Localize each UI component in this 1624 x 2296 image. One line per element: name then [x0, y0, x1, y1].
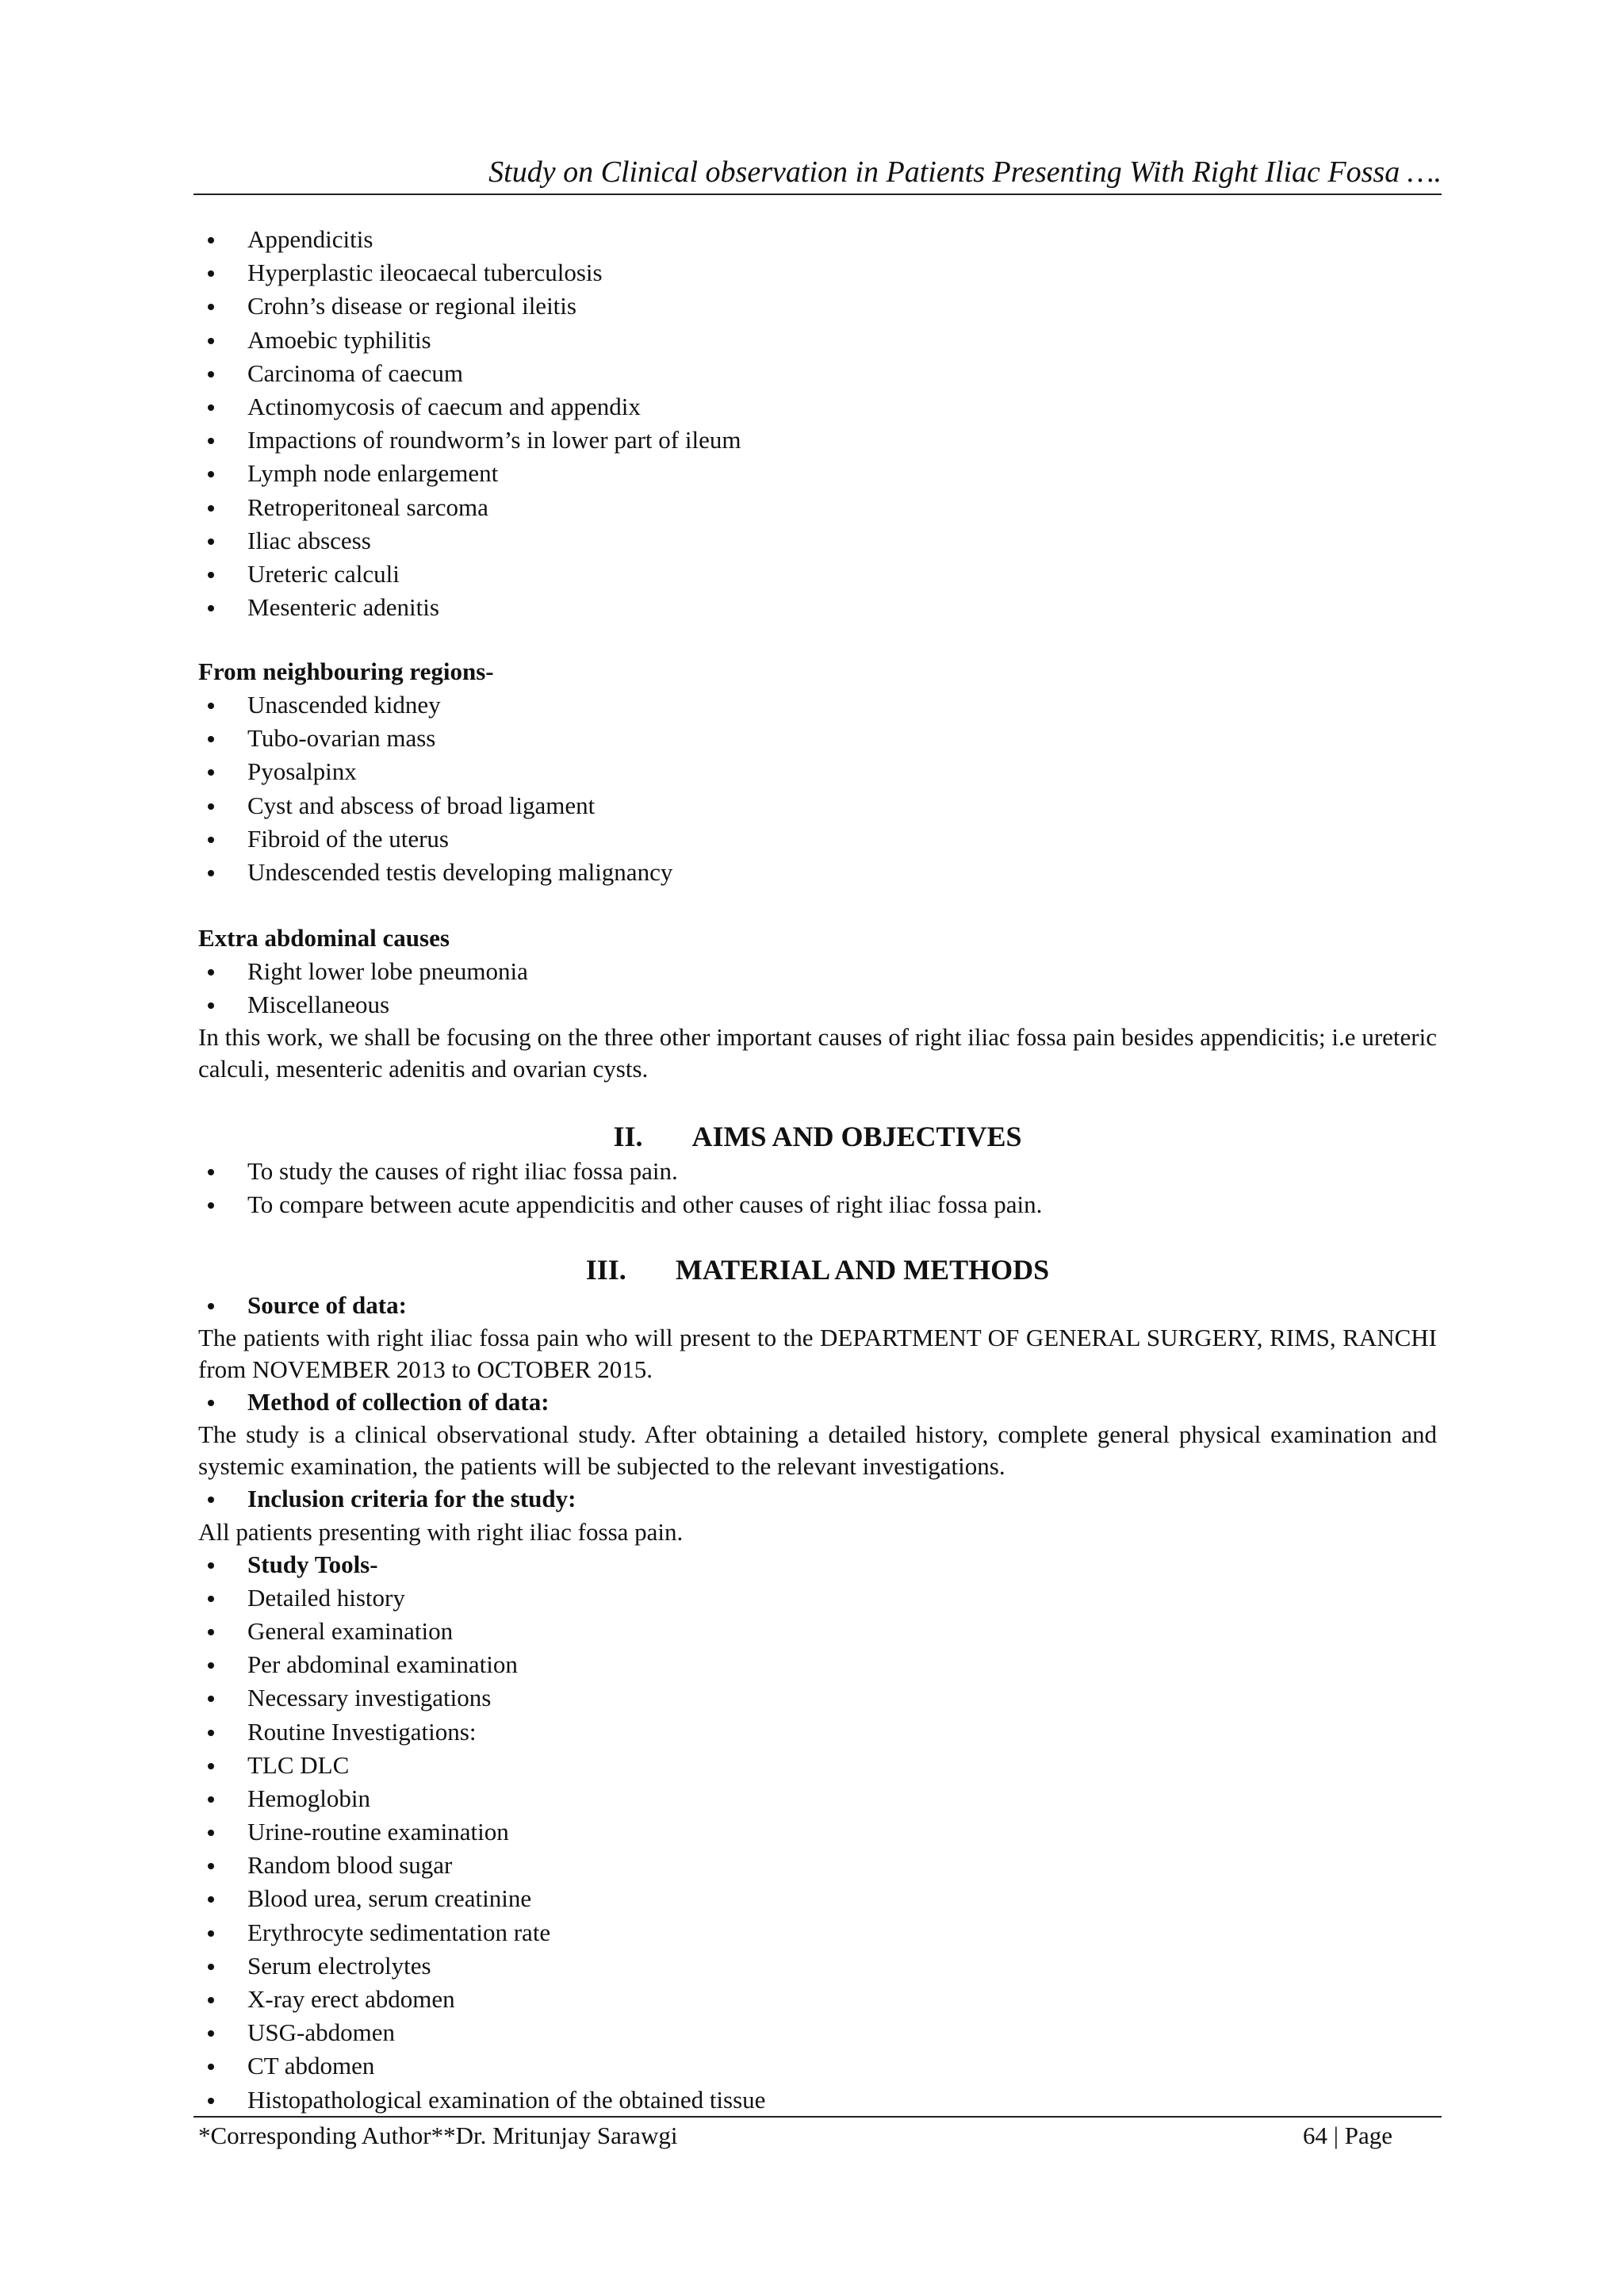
list-item: Necessary investigations: [198, 1681, 1437, 1715]
list-item: Pyosalpinx: [198, 755, 1437, 788]
list-item: Hyperplastic ileocaecal tuberculosis: [198, 256, 1437, 289]
section-number: III.: [585, 1254, 626, 1286]
list-item: Serum electrolytes: [198, 1949, 1437, 1983]
list-item: Unascended kidney: [198, 688, 1437, 722]
list-item: Appendicitis: [198, 223, 1437, 256]
list-item: CT abdomen: [198, 2049, 1437, 2083]
list-item: Routine Investigations:: [198, 1715, 1437, 1749]
list-item: Mesenteric adenitis: [198, 591, 1437, 624]
section-title: MATERIAL AND METHODS: [675, 1254, 1050, 1286]
section-title: AIMS AND OBJECTIVES: [691, 1121, 1022, 1152]
collection-text: The study is a clinical observational study. After obtaining a detailed history, complete general physical examination and systemic examination, the patients will be subjected to the relevant investigations.: [198, 1420, 1437, 1481]
list-item: TLC DLC: [198, 1749, 1437, 1782]
neighbouring-heading: From neighbouring regions-: [198, 657, 494, 685]
list-item: Impactions of roundworm’s in lower part of ileum: [198, 424, 1437, 457]
list-item: Iliac abscess: [198, 524, 1437, 558]
list-item: Detailed history: [198, 1581, 1437, 1615]
collection-heading: Method of collection of data:: [198, 1386, 1437, 1419]
list-item: Retroperitoneal sarcoma: [198, 491, 1437, 524]
inclusion-heading-list: [198, 1482, 1437, 1516]
tools-heading: Study Tools-: [198, 1548, 1437, 1581]
running-head: Study on Clinical observation in Patients Presenting With Right Iliac Fossa ….: [488, 155, 1442, 189]
inclusion-heading: Inclusion criteria for the study:: [198, 1482, 1437, 1516]
list-item: Per abdominal examination: [198, 1648, 1437, 1681]
tools-list: [198, 1548, 1437, 2117]
list-item: To compare between acute appendicitis and other causes of right iliac fossa pain.: [198, 1188, 1437, 1221]
list-item: Lymph node enlargement: [198, 457, 1437, 490]
source-heading-list: [198, 1289, 1437, 1322]
list-item: USG-abdomen: [198, 2016, 1437, 2049]
list-item: X-ray erect abdomen: [198, 1983, 1437, 2016]
list-item: Random blood sugar: [198, 1849, 1437, 1882]
causes-list: [198, 223, 1437, 624]
list-item: Cyst and abscess of broad ligament: [198, 789, 1437, 822]
list-item: Urine-routine examination: [198, 1815, 1437, 1849]
list-item: Tubo-ovarian mass: [198, 722, 1437, 755]
section-number: II.: [613, 1121, 643, 1152]
list-item: Undescended testis developing malignancy: [198, 856, 1437, 889]
corresponding-author: *Corresponding Author**Dr. Mritunjay Sarawgi: [198, 2122, 678, 2149]
extra-abdominal-list: [198, 955, 1437, 1022]
causes-section: [198, 223, 1437, 624]
source-heading: Source of data:: [198, 1289, 1437, 1322]
list-item: Actinomycosis of caecum and appendix: [198, 390, 1437, 424]
list-item: General examination: [198, 1615, 1437, 1648]
list-item: To study the causes of right iliac fossa pain.: [198, 1155, 1437, 1188]
section-heading-aims: [198, 1118, 1437, 1155]
list-item: Fibroid of the uterus: [198, 822, 1437, 856]
list-item: Crohn’s disease or regional ileitis: [198, 289, 1437, 323]
aims-section: [198, 1155, 1437, 1221]
list-item: Ureteric calculi: [198, 558, 1437, 591]
neighbouring-section: [198, 655, 1437, 889]
list-item: Blood urea, serum creatinine: [198, 1882, 1437, 1915]
page-number: 64 | Page: [1303, 2122, 1392, 2149]
inclusion-text: All patients presenting with right iliac fossa pain.: [198, 1517, 684, 1546]
list-item: Right lower lobe pneumonia: [198, 955, 1437, 988]
list-item: Amoebic typhilitis: [198, 324, 1437, 357]
aims-list: [198, 1155, 1437, 1221]
extra-abdominal-heading: Extra abdominal causes: [198, 924, 450, 952]
methods-section: [198, 1289, 1437, 2117]
list-item: Hemoglobin: [198, 1782, 1437, 1815]
list-item: Miscellaneous: [198, 988, 1437, 1022]
list-item: Erythrocyte sedimentation rate: [198, 1916, 1437, 1949]
section-heading-methods: [198, 1251, 1437, 1288]
focus-paragraph: In this work, we shall be focusing on the three other important causes of right iliac fossa pain besides appendicitis; i.e ureteric calculi, mesenteric adenitis and ovarian cysts.: [198, 1023, 1437, 1083]
footer-rule: [193, 2116, 1442, 2118]
list-item: Histopathological examination of the obtained tissue: [198, 2083, 1437, 2117]
header-rule: [193, 194, 1442, 195]
collection-heading-list: [198, 1386, 1437, 1419]
list-item: Carcinoma of caecum: [198, 357, 1437, 390]
neighbouring-list: [198, 688, 1437, 889]
source-text: The patients with right iliac fossa pain who will present to the DEPARTMENT OF GENERAL SURGERY, RIMS, RANCHI from NOVEMBER 2013 to OCTOBER 2015.: [198, 1324, 1437, 1384]
extra-abdominal-section: [198, 922, 1437, 1085]
